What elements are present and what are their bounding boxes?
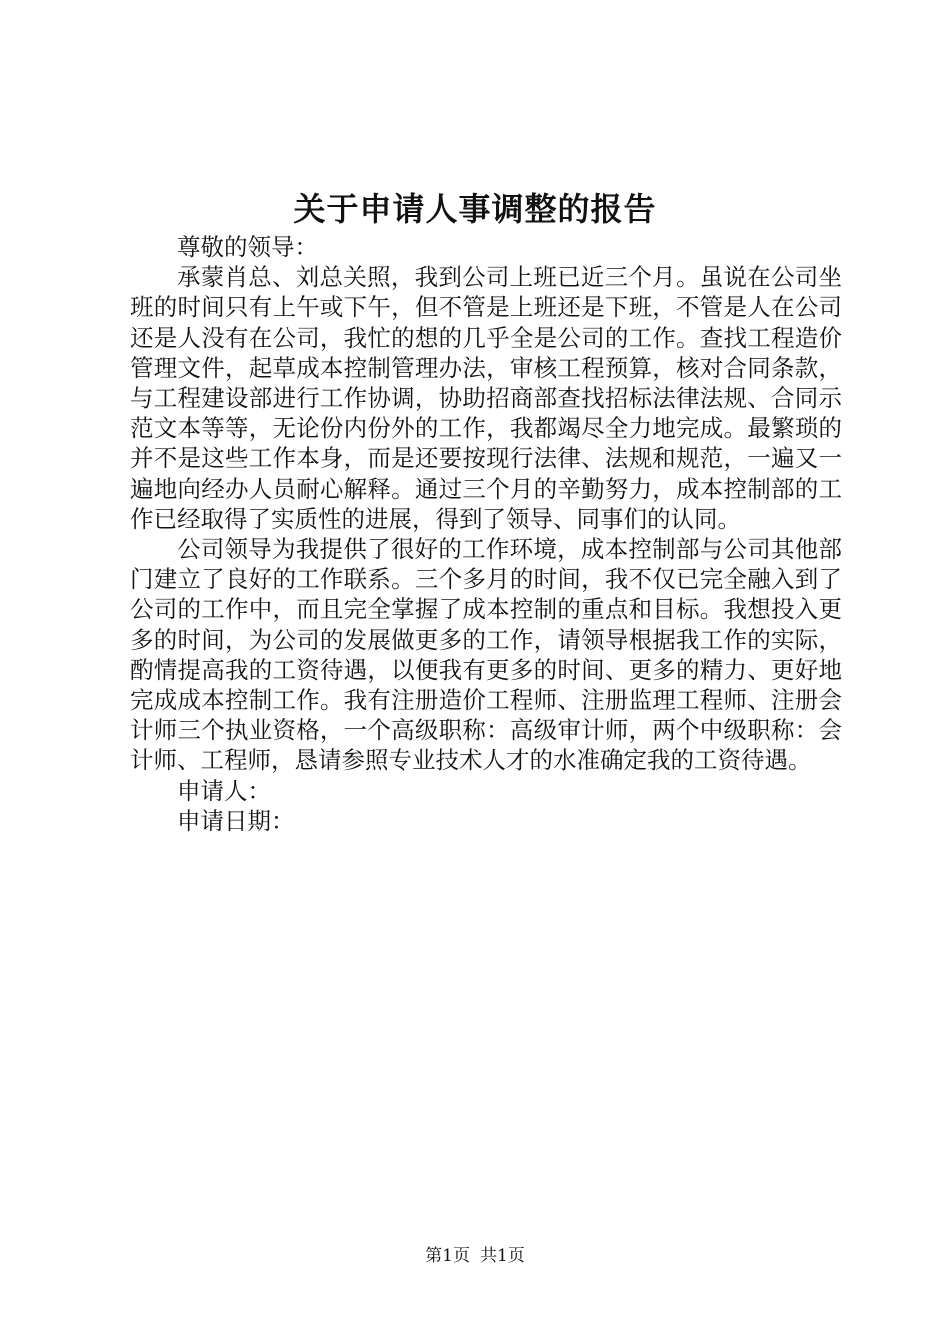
applicant-label: 申请人： (177, 776, 271, 805)
application-date-label: 申请日期： (177, 806, 295, 835)
page-number-total: 共1页 (480, 1246, 525, 1266)
body-paragraph-1: 承蒙肖总、刘总关照，我到公司上班已近三个月。虽说在公司坐班的时间只有上午或下午，但不管是上班还是下班，不管是人在公司还是人没有在公司，我忙的想的几乎全是公司的工作。查找工程造价管理文件，起草成本控制管理办法，审核工程预算，核对合同条款，与工程建设部进行工作协调，协助招商部查找招标法律法规、合同示范文本等等，无论份内份外的工作，我都竭尽全力地完成。最繁琐的并不是这些工作本身，而是还要按现行法律、法规和规范，一遍又一遍地向经办人员耐心解释。通过三个月的辛勤努力，成本控制部的工作已经取得了实质性的进展，得到了领导、同事们的认同。 (130, 263, 842, 533)
page-footer (0, 1244, 950, 1268)
salutation: 尊敬的领导： (177, 233, 318, 261)
page-number-current: 第1页 (425, 1246, 470, 1266)
document-title: 关于申请人事调整的报告 (293, 190, 657, 228)
document-body (130, 232, 842, 836)
body-paragraph-2: 公司领导为我提供了很好的工作环境，成本控制部与公司其他部门建立了良好的工作联系。三个多月的时间，我不仅已完全融入到了公司的工作中，而且完全掌握了成本控制的重点和目标。我想投入更多的时间，为公司的发展做更多的工作，请领导根据我工作的实际，酌情提高我的工资待遇，以便我有更多的时间、更多的精力、更好地完成成本控制工作。我有注册造价工程师、注册监理工程师、注册会计师三个执业资格，一个高级职称：高级审计师，两个中级职称：会计师、工程师，恳请参照专业技术人才的水准确定我的工资待遇。 (130, 535, 842, 775)
